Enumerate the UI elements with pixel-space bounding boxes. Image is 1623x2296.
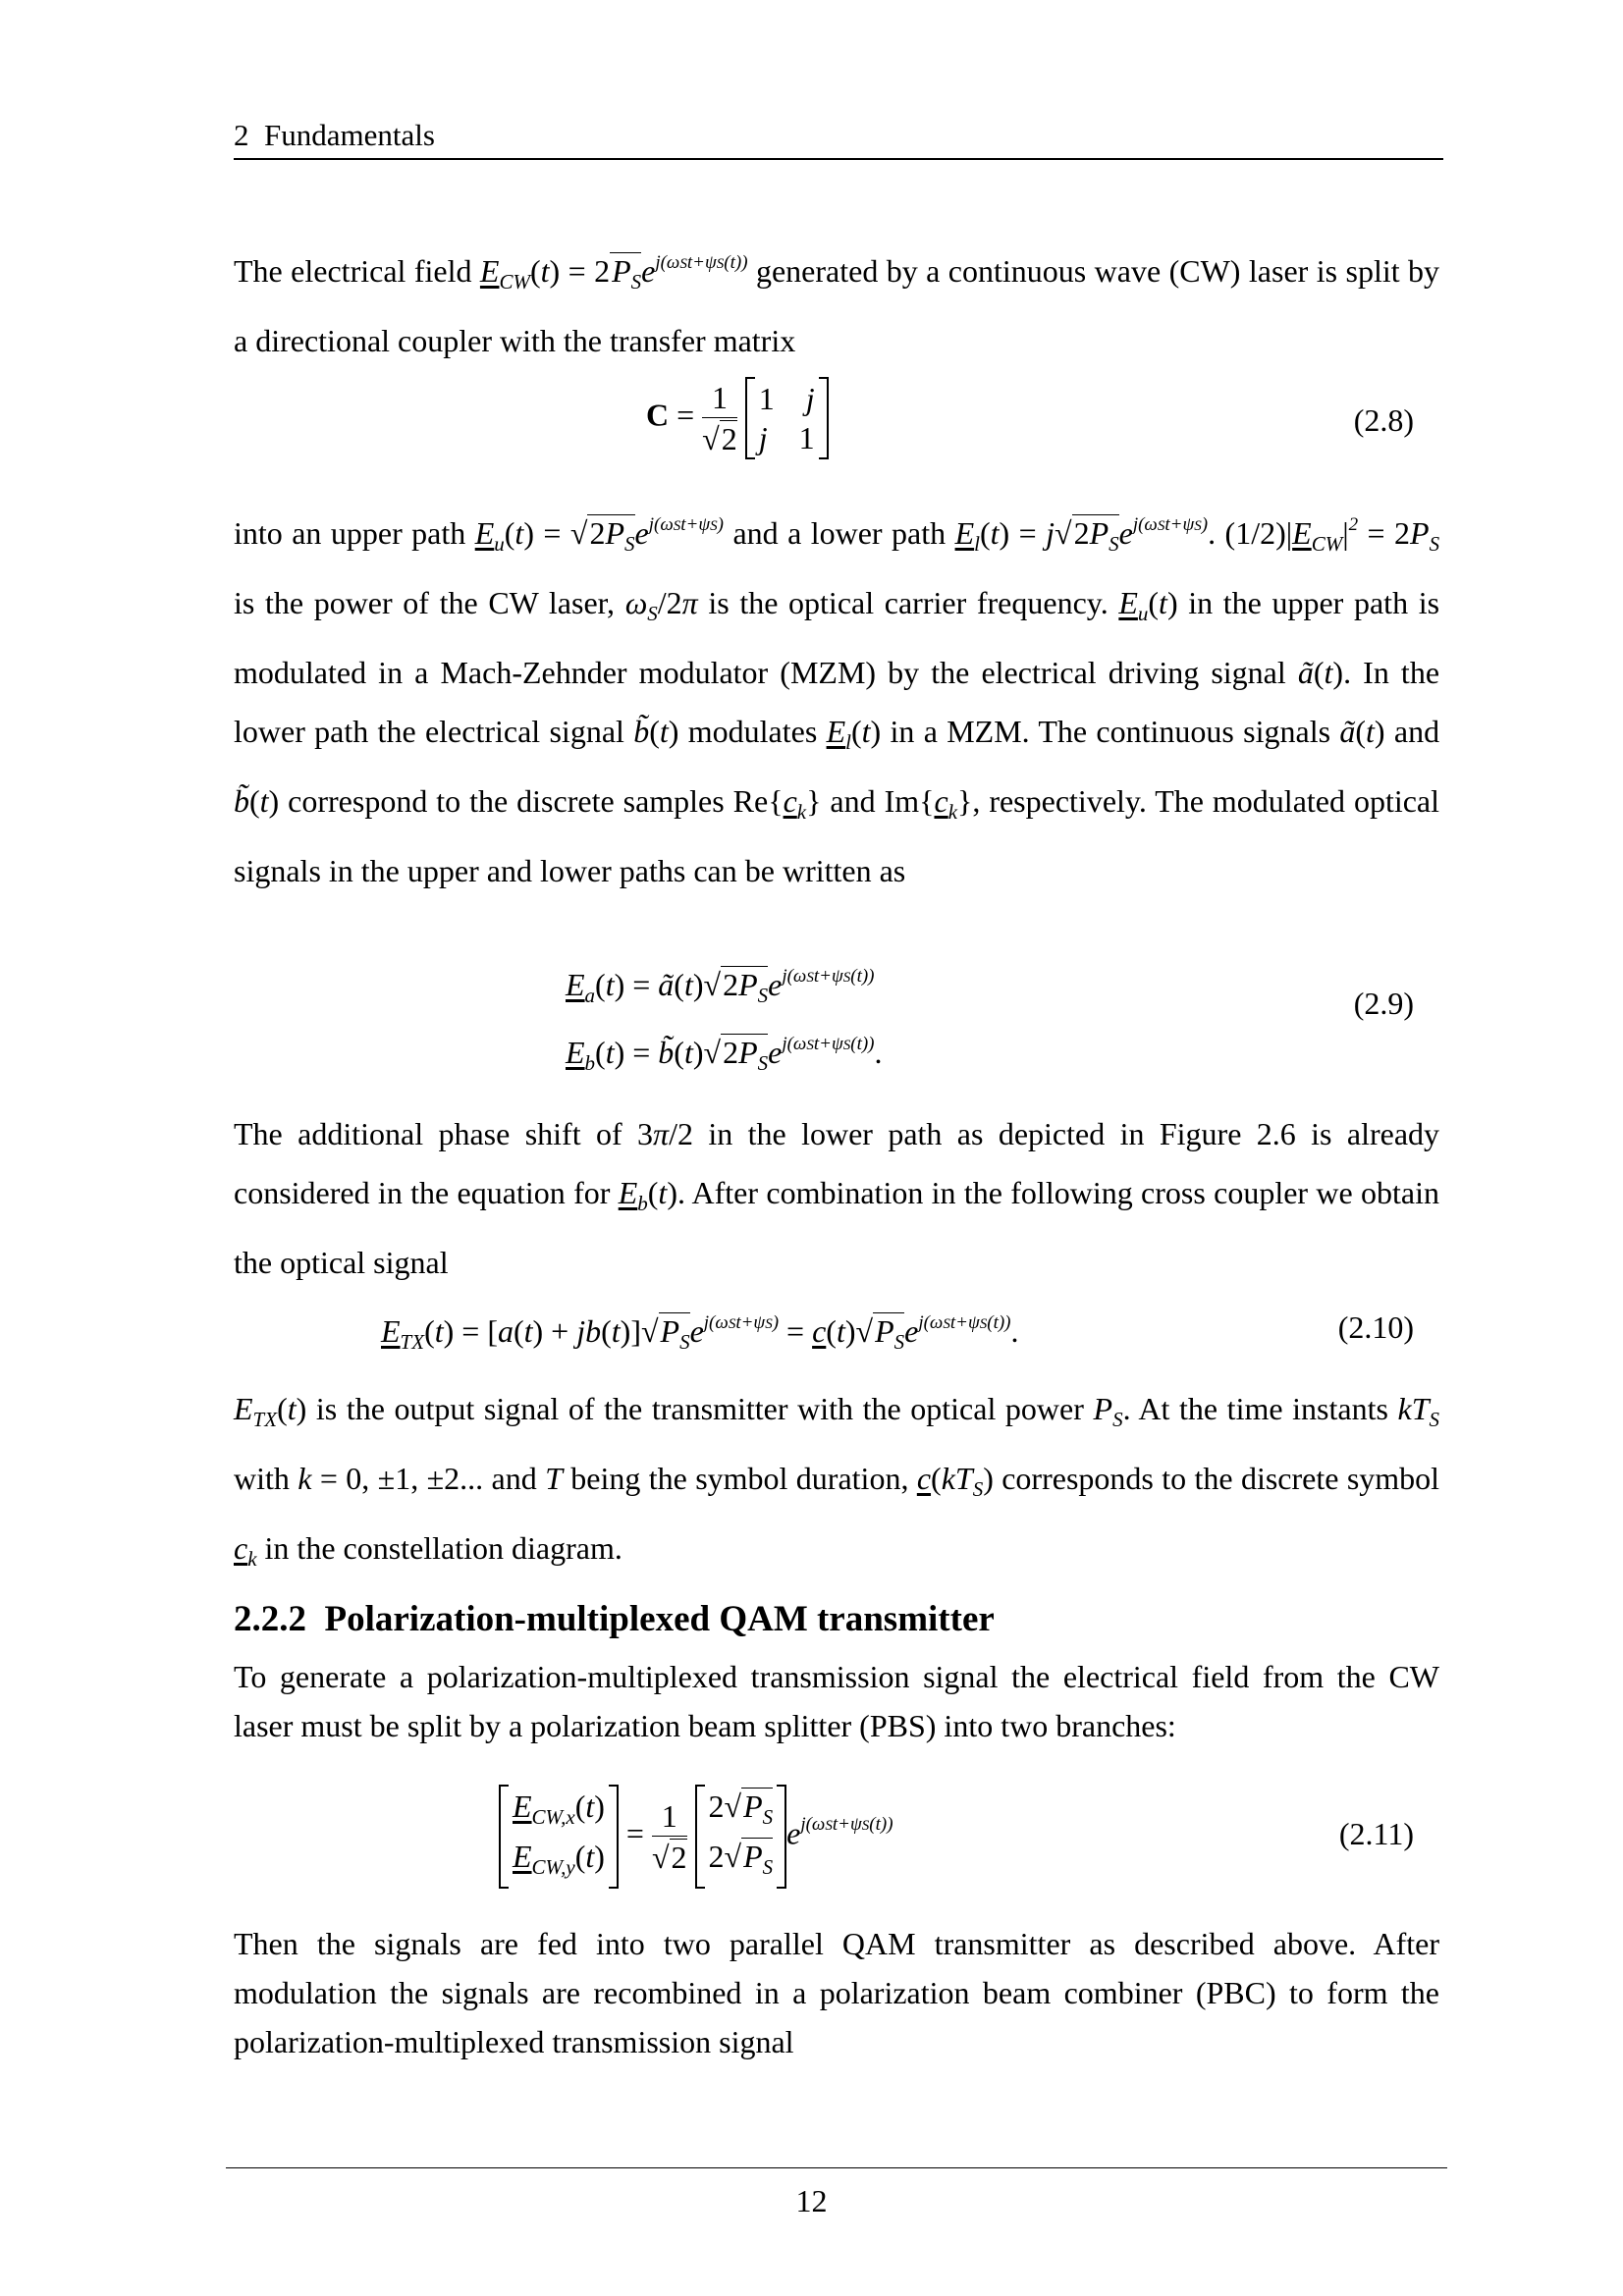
page-number: 12: [795, 2183, 828, 2218]
math-el: $E_l(t) = j√2P_Se^{j(\omega St+\psi S)}$.: [954, 514, 1217, 556]
paragraph-output-signal: $E_{TX}(t)$ is the output signal of the transmitter with the optical power $P_S$. At the time instants $kT_S$ with k = 0, ±1, ±2... and T being the symbol duration, $c(kT_S)$ corresponds to the discrete symbol $c_k$ in the constellation diagram.: [234, 1391, 1440, 1571]
math-freq: $\omega_S/2\pi$: [624, 585, 698, 625]
equation-2-10: $E_{TX}(t) = [a(t) + jb(t)]√P_Se^{j(\omega St+\psi S)} = c(t)√P_Se^{j(\omega St+\psi S(t))}$. (2.10): [381, 1309, 1414, 1354]
equation-2-9: $E_a(t)$ = $ã(t)√2P_Se^{j(\omega St+\psi S(t))}$ $E_b(t)$ = $b̃(t)√2P_Se^{j(\omega St+\psi S(t))}$. (2.9): [566, 966, 1414, 1075]
math-k-values: k = 0, ±1, ±2...: [298, 1461, 484, 1496]
footer-rule: [226, 2167, 1447, 2168]
equation-number: (2.9): [1353, 986, 1414, 1021]
math-eu: $E_u(t) = √2P_Se^{j(\omega St+\psi S)}$: [474, 514, 724, 556]
math-re-ck: $Re\{c_k\}$: [732, 783, 822, 824]
math-a-tilde: ã(t): [1297, 655, 1344, 690]
running-header: [234, 116, 1443, 160]
equation-2-8: C = $\frac{1}{√2}$ 1 j j 1 (2.8): [234, 371, 1439, 469]
paragraph-pbs: To generate a polarization-multiplexed transmission signal the electrical field from the CW laser must be split by a polarization beam splitter (PBS) into two branches:: [234, 1659, 1439, 1743]
math-eu-t: $E_u(t)$: [1118, 585, 1178, 625]
equation-number: (2.11): [1338, 1816, 1414, 1851]
math-ecw: $E_{CW}(t) = 2P_Se^{j(\omega St+\psi S(t))}$: [479, 252, 748, 294]
math-b-tilde: b̃(t): [633, 714, 679, 749]
math-im-ck: $Im\{c_k\}$: [884, 783, 973, 824]
math-power: $(1/2)|E_{CW}|^2 = 2P_S$: [1224, 514, 1440, 556]
math-3pi-2: 3π/2: [637, 1116, 693, 1151]
section-number: 2.2.2: [234, 1599, 306, 1639]
equation-number: (2.8): [1353, 402, 1414, 438]
header-title: Fundamentals: [264, 118, 435, 152]
header-chapter: 2: [234, 118, 249, 152]
paragraph-phase-shift: The additional phase shift of 3π/2 in the lower path as depicted in Figure 2.6 is already considered in the equation for $E_b(t)$. After combination in the following cross coupler we obtain the optical signal: [234, 1116, 1440, 1280]
section-title: Polarization-multiplexed QAM transmitter: [324, 1599, 995, 1639]
equation-number: (2.10): [1337, 1309, 1414, 1345]
math-etx: $E_{TX}(t)$: [234, 1391, 307, 1431]
paragraph-cw-field: The electrical field $E_{CW}(t) = 2P_Se^{j(\omega St+\psi S(t))}$ generated by a continuous wave (CW) laser is split by a directional coupler with the transfer matrix: [234, 252, 1440, 358]
section-heading: [234, 1595, 995, 1644]
equation-2-11: $E_{CW,x}(t)$ $E_{CW,y}(t)$ = $\frac{1}{√2}$ $2√P_S$ $2√P_S$ $e^{j(\omega St+\psi S(t))}$ (2.11): [234, 1785, 1439, 1883]
paragraph-mzm-paths: into an upper path $E_u(t) = √2P_Se^{j(\omega St+\psi S)}$ and a lower path $E_l(t) = j√2P_Se^{j(\omega St+\psi S)}$. $(1/2)|E_{CW}|^2 = 2P_S$ is the power of the CW laser, $\omega_S/2\pi$ is the optical carrier frequency. $E_u(t)$ in the upper path is modulated in a Mach-Zehnder modulator (MZM) by the electrical driving signal ã(t). In the lower path the electrical signal b̃(t) modulates $E_l(t)$ in a MZM. The continuous signals ã(t) and b̃(t) correspond to the discrete samples $Re\{c_k\}$ and $Im\{c_k\}$, respectively. The modulated optical signals in the upper and lower paths can be written as: [234, 514, 1440, 888]
math-el-t: $E_l(t)$: [826, 714, 882, 754]
math-eb-t: $E_b(t)$: [618, 1175, 677, 1215]
paragraph-pbc: Then the signals are fed into two parallel QAM transmitter as described above. After modulation the signals are recombined in a polarization beam combiner (PBC) to form the polarization-multiplexed transmission signal: [234, 1926, 1439, 2059]
